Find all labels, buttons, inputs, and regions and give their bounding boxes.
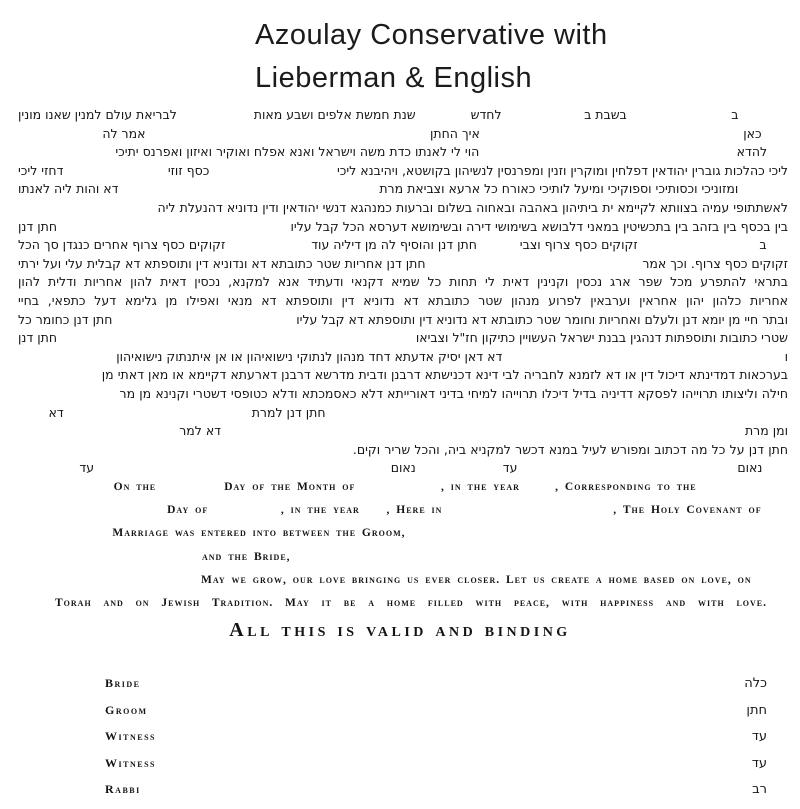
hebrew-text-segment: עד — [79, 460, 95, 476]
hebrew-text-segment: ב — [731, 107, 739, 122]
blank-fill-in-field — [177, 118, 254, 119]
hebrew-line — [18, 312, 788, 331]
signature-label-he: כלה — [744, 676, 767, 691]
hebrew-line — [18, 349, 788, 368]
hebrew-text-segment: ובתר חיי מן יומא דנן ולעלם ואחריות וחומר שטר כתובתא דא נדוניא דין ותוספתא דא קבל עליו — [296, 311, 788, 327]
signature-label-en: Rabbi — [105, 782, 141, 797]
english-line — [55, 527, 767, 550]
blank-fill-in-field — [627, 118, 731, 119]
signature-label-he: עד — [751, 755, 767, 771]
hebrew-text-segment: שטרי כתובות ותוספתות דנהגין בבנת ישראל העשויין כתיקון חז"ל וצביאו — [415, 330, 788, 346]
blank-fill-in-field — [18, 378, 102, 379]
blank-fill-in-field — [18, 471, 79, 472]
hebrew-text-segment: חתן דנן — [18, 330, 57, 346]
hebrew-text-segment: בערכאות דמדינתא דיכול דין או דא לזמנא לחבריה לבי דינא דכנישתא דרבנן ודבית מדרשא דרבנן דארעתא דקיימא או מאן דאתי מן — [101, 367, 788, 383]
blank-fill-in-field — [697, 489, 767, 490]
signature-row — [105, 703, 767, 730]
signature-block — [105, 676, 767, 809]
blank-fill-in-field — [57, 230, 291, 231]
blank-fill-in-field — [517, 471, 737, 472]
hebrew-text-segment: הוי לי לאנתו כדת משה וישראל ואנא אפלח ואוקיר ואיזון ואפרנס יתיכי — [115, 144, 480, 160]
hebrew-text-segment: דא למר — [179, 423, 222, 439]
english-text-segment: , Corresponding to the — [555, 481, 697, 493]
hebrew-text-segment: חתן דנן אחריות שטר כתובתא דא ונדוניא דין ותוספתא דא קבלית עלי ועל ירתי — [18, 255, 426, 271]
hebrew-line — [18, 256, 788, 275]
blank-fill-in-field — [480, 137, 743, 138]
blank-fill-in-field — [326, 416, 788, 417]
blank-fill-in-field — [426, 267, 643, 268]
hebrew-text-segment: זקוקים כסף צרוף אחרים כנגדן סך הכל — [18, 237, 226, 253]
english-text-segment: May we grow, our love bringing us ever closer. Let us create a home based on love, on — [200, 573, 752, 586]
english-line — [55, 597, 767, 620]
blank-fill-in-field — [145, 137, 430, 138]
blank-fill-in-field — [477, 248, 520, 249]
blank-fill-in-field — [209, 174, 337, 175]
blank-fill-in-field — [63, 174, 167, 175]
blank-fill-in-field — [739, 118, 788, 119]
hebrew-line — [18, 367, 788, 386]
hebrew-text-segment: לאשתתופי עמיה בצוותא לקיימא ית ביתיהון באהבה ובאחוה בשלום וברעות כמנהגא דנשי יהודאין ודין נדוניא דהנעלת ליה — [157, 199, 788, 215]
hebrew-line — [18, 460, 788, 479]
document-title-line2: Lieberman & English — [255, 62, 533, 94]
document-title — [255, 14, 608, 100]
english-line — [55, 481, 767, 504]
english-text-segment: Marriage was entered into between the Groom, — [112, 527, 406, 540]
signature-label-he: רב — [752, 782, 767, 798]
hebrew-line — [18, 163, 788, 182]
hebrew-text-segment: נאום — [737, 460, 763, 476]
hebrew-text-segment: זקוקים כסף צרוף וצבי — [519, 237, 638, 253]
english-contract-text — [55, 481, 767, 620]
hebrew-text-segment: ב — [759, 237, 767, 253]
hebrew-text-segment: חתן דנן — [18, 218, 57, 234]
hebrew-line — [18, 293, 788, 312]
blank-fill-in-field — [291, 559, 767, 560]
signature-label-en: Groom — [105, 702, 148, 717]
hebrew-text-segment: שנת חמשת אלפים ושבע מאות — [253, 107, 416, 122]
hebrew-text-segment: עד — [502, 460, 518, 476]
blank-fill-in-field — [767, 248, 788, 249]
blank-fill-in-field — [18, 211, 157, 212]
blank-fill-in-field — [55, 582, 201, 583]
hebrew-text-segment: כסף זוזי — [167, 162, 210, 178]
blank-fill-in-field — [55, 489, 114, 490]
signature-label-he: חתן — [746, 702, 767, 718]
hebrew-line — [18, 330, 788, 349]
hebrew-text-segment: ו — [784, 348, 788, 364]
blank-fill-in-field — [762, 471, 788, 472]
blank-fill-in-field — [762, 512, 767, 513]
hebrew-text-segment: חתן דנן על כל מה דכתוב ומפורש לעיל במנא דכשר למקניא ביה, והכל שריר וקים. — [352, 441, 788, 457]
hebrew-text-segment: לבריאת עולם למנין שאנו מונין — [18, 107, 177, 122]
hebrew-text-segment: ומן מרת — [744, 423, 788, 439]
hebrew-line — [18, 442, 788, 461]
hebrew-line — [18, 423, 788, 442]
english-text-segment: , in the year — [441, 481, 520, 493]
blank-fill-in-field — [502, 360, 784, 361]
valid-and-binding-heading: All this is valid and binding — [229, 619, 571, 641]
hebrew-line — [18, 107, 788, 126]
blank-fill-in-field — [55, 559, 202, 560]
signature-label-he: עד — [751, 729, 767, 745]
blank-fill-in-field — [156, 489, 224, 490]
blank-fill-in-field — [221, 434, 745, 435]
hebrew-text-segment: זקוקים כסף צרוף. וכך אמר — [642, 255, 788, 271]
hebrew-text-segment: חילה וליצותו תרוייהו לפסקא דדיניה בדיל דיכלו תרוייהו למיחי בדיני דאורייתא דלא כאסמכתא ודלא כטופסי דשטרי וקנינא מן מר — [119, 385, 788, 401]
hebrew-text-segment: בתראי להתפרע מכל שפר ארג נכסין וקנינין דאית לי תחות כל שמיא דקנאי ודעתיד אנא למקנא, נכסין דאית להון אחריות ודלית להון — [18, 274, 788, 290]
blank-fill-in-field — [360, 512, 387, 513]
english-text-segment: On the — [113, 481, 157, 493]
signature-row — [105, 756, 767, 783]
hebrew-text-segment: חתן דנן כחומר כל — [18, 311, 113, 327]
hebrew-line — [18, 126, 788, 145]
hebrew-line — [18, 200, 788, 219]
hebrew-text-segment: איך החתן — [430, 125, 480, 141]
hebrew-text-segment: לחדש — [470, 107, 502, 122]
blank-fill-in-field — [18, 434, 179, 435]
english-text-segment: , The Holy Covenant of — [613, 504, 762, 517]
signature-row — [105, 782, 767, 809]
english-text-segment: , in the year — [280, 504, 360, 517]
blank-fill-in-field — [18, 360, 116, 361]
blank-fill-in-field — [502, 118, 584, 119]
hebrew-text-segment: בין בכסף בין בזהב בין בתכשיטין במאני דלבושא בשימושי דירה ובשימושא דערסא הכל קבל עליו — [290, 218, 788, 234]
hebrew-text-segment: דא — [48, 404, 64, 420]
hebrew-text-segment: אמר לה — [102, 125, 146, 141]
blank-fill-in-field — [18, 155, 115, 156]
hebrew-text-segment: ומזוניכי וכסותיכי וספוקיכי ומיעל לותיכי כאורח כל ארעא וצביאת מרת — [379, 181, 739, 197]
hebrew-line — [18, 219, 788, 238]
hebrew-line — [18, 386, 788, 405]
hebrew-text-segment: דחזי ליכי — [18, 162, 64, 178]
english-line — [55, 574, 767, 597]
english-line — [55, 504, 767, 527]
english-text-segment: Day of — [167, 504, 209, 517]
blank-fill-in-field — [57, 341, 416, 342]
blank-fill-in-field — [118, 192, 379, 193]
blank-fill-in-field — [18, 453, 353, 454]
hebrew-text-segment: אחריות כלהון יהון אחראין וערבאין לפרוע מנהון שטר כתובתא דא נדוניא דין ותוספתא דא מנאי ואפילו מן גלימא דעל כתפאי, בחיי — [18, 292, 788, 308]
blank-fill-in-field — [355, 489, 441, 490]
hebrew-text-segment: דא דאן יסיק אדעתא דחד מנהון לנתוקי נישואיהון או אן איתנתוק נישואיהון — [116, 348, 503, 364]
blank-fill-in-field — [752, 582, 767, 583]
blank-fill-in-field — [416, 118, 471, 119]
blank-fill-in-field — [767, 155, 788, 156]
hebrew-text-segment: כאן — [743, 125, 762, 141]
hebrew-text-segment: בשבת ב — [584, 107, 627, 122]
blank-fill-in-field — [762, 137, 788, 138]
blank-fill-in-field — [55, 512, 167, 513]
blank-fill-in-field — [416, 471, 503, 472]
blank-fill-in-field — [64, 416, 252, 417]
blank-fill-in-field — [18, 397, 120, 398]
hebrew-text-segment: חתן דנן למרת — [251, 404, 326, 420]
hebrew-contract-text — [18, 107, 788, 479]
hebrew-line — [18, 144, 788, 163]
english-text-segment: , Here in — [386, 504, 443, 517]
english-text-segment: Day of the Month of — [224, 481, 356, 493]
blank-fill-in-field — [479, 155, 736, 156]
hebrew-line — [18, 274, 788, 293]
hebrew-text-segment: להדא — [736, 144, 768, 160]
blank-fill-in-field — [208, 512, 281, 513]
blank-fill-in-field — [406, 535, 767, 536]
english-line — [55, 551, 767, 574]
blank-fill-in-field — [638, 248, 760, 249]
blank-fill-in-field — [18, 137, 102, 138]
document-title-line1: Azoulay Conservative with — [255, 19, 608, 51]
blank-fill-in-field — [55, 535, 112, 536]
blank-fill-in-field — [18, 416, 48, 417]
blank-fill-in-field — [225, 248, 311, 249]
signature-row — [105, 729, 767, 756]
signature-label-en: Witness — [105, 729, 156, 744]
blank-fill-in-field — [520, 489, 555, 490]
hebrew-line — [18, 405, 788, 424]
hebrew-line — [18, 237, 788, 256]
blank-fill-in-field — [738, 192, 788, 193]
blank-fill-in-field — [442, 512, 613, 513]
hebrew-text-segment: דא והות ליה לאנתו — [18, 181, 119, 197]
hebrew-line — [18, 181, 788, 200]
signature-row — [105, 676, 767, 703]
english-text-segment: and the Bride, — [202, 550, 291, 563]
signature-label-en: Witness — [105, 755, 156, 770]
blank-fill-in-field — [112, 323, 296, 324]
hebrew-text-segment: ליכי כהלכות גוברין יהודאין דפלחין ומוקרין וזנין ומפרנסין לנשיהון בקושטא, ויהיבנא ליכי — [336, 162, 788, 178]
signature-label-en: Bride — [105, 676, 141, 690]
english-text-segment: Torah and on Jewish Tradition. May it be a home filled with peace, with happiness and with love. — [55, 596, 767, 609]
blank-fill-in-field — [94, 471, 391, 472]
hebrew-text-segment: נאום — [390, 460, 416, 476]
hebrew-text-segment: חתן דנן והוסיף לה מן דיליה עוד — [311, 237, 477, 253]
